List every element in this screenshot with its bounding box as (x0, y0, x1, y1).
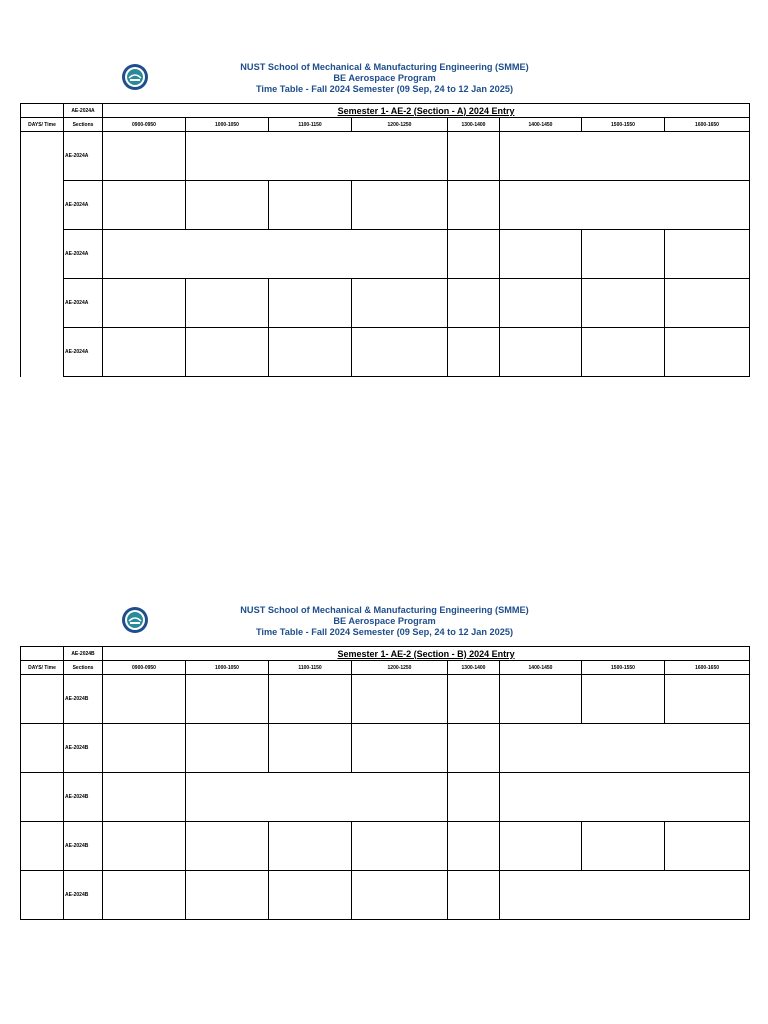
table-row (21, 279, 750, 328)
class-cell (582, 675, 665, 724)
class-cell (186, 132, 448, 181)
class-cell (269, 822, 352, 871)
class-cell (186, 724, 269, 773)
day-cell (21, 724, 64, 773)
class-cell (665, 675, 750, 724)
class-cell (582, 328, 665, 377)
section-code: AE-2024A (64, 104, 103, 118)
class-cell (103, 181, 186, 230)
class-cell (186, 181, 269, 230)
lunch-cell (448, 822, 500, 871)
section-label: AE-2024A (64, 279, 103, 328)
class-cell (186, 822, 269, 871)
class-cell (500, 230, 582, 279)
class-cell (352, 675, 448, 724)
day-cell (21, 773, 64, 822)
class-cell (103, 230, 448, 279)
class-cell (500, 724, 750, 773)
day-cell (21, 822, 64, 871)
time-slot-header: 0900-0950 (103, 118, 186, 132)
class-cell (500, 132, 750, 181)
class-cell (500, 871, 750, 920)
time-slot-header: 1400-1450 (500, 661, 582, 675)
time-slot-header: 1100-1150 (269, 661, 352, 675)
class-cell (103, 675, 186, 724)
table-row (21, 724, 750, 773)
time-slot-header: 1000-1050 (186, 661, 269, 675)
lunch-cell (448, 181, 500, 230)
class-cell (665, 822, 750, 871)
section-label: AE-2024B (64, 773, 103, 822)
class-cell (500, 181, 750, 230)
class-cell (352, 822, 448, 871)
class-cell (269, 724, 352, 773)
institution-title: NUST School of Mechanical & Manufacturing Engineering (SMME) (240, 605, 529, 615)
day-cell (21, 132, 64, 377)
class-cell (186, 328, 269, 377)
class-cell (500, 328, 582, 377)
corner-cell (21, 104, 64, 118)
class-cell (103, 822, 186, 871)
table-row (21, 675, 750, 724)
class-cell (500, 279, 582, 328)
class-cell (665, 328, 750, 377)
class-cell (352, 328, 448, 377)
lunch-cell (448, 773, 500, 822)
program-title: BE Aerospace Program (333, 73, 436, 83)
class-cell (500, 773, 750, 822)
semester-title: Semester 1- AE-2 (Section - B) 2024 Entry (103, 647, 750, 661)
days-header: DAYS/ Time (21, 118, 64, 132)
time-slot-header: 1100-1150 (269, 118, 352, 132)
class-cell (582, 230, 665, 279)
section-label: AE-2024A (64, 328, 103, 377)
lunch-cell (448, 328, 500, 377)
table-row (21, 181, 750, 230)
section-code: AE-2024B (64, 647, 103, 661)
class-cell (103, 132, 186, 181)
class-cell (103, 773, 186, 822)
lunch-cell (448, 279, 500, 328)
class-cell (103, 724, 186, 773)
class-cell (269, 279, 352, 328)
timetable-title: Time Table - Fall 2024 Semester (09 Sep, 24 to 12 Jan 2025) (255, 627, 514, 637)
class-cell (269, 871, 352, 920)
class-cell (500, 822, 582, 871)
timetable-section-a (20, 60, 749, 390)
table-row (21, 132, 750, 181)
class-cell (352, 871, 448, 920)
class-cell (352, 279, 448, 328)
table-row (21, 822, 750, 871)
section-label: AE-2024B (64, 822, 103, 871)
table-row (21, 871, 750, 920)
time-slot-header: 1600-1650 (665, 118, 750, 132)
semester-title: Semester 1- AE-2 (Section - A) 2024 Entry (103, 104, 750, 118)
lunch-cell (448, 675, 500, 724)
class-cell (665, 279, 750, 328)
class-cell (186, 773, 448, 822)
class-cell (352, 724, 448, 773)
class-cell (186, 675, 269, 724)
section-label: AE-2024B (64, 871, 103, 920)
section-label: AE-2024A (64, 132, 103, 181)
class-cell (269, 181, 352, 230)
program-title: BE Aerospace Program (333, 616, 436, 626)
time-slot-header: 1500-1550 (582, 118, 665, 132)
class-cell (582, 822, 665, 871)
class-cell (103, 871, 186, 920)
time-slot-header: 0900-0950 (103, 661, 186, 675)
time-slot-header: 1300-1400 (448, 661, 500, 675)
institution-title: NUST School of Mechanical & Manufacturing Engineering (SMME) (240, 62, 529, 72)
section-label: AE-2024A (64, 181, 103, 230)
time-slot-header: 1200-1250 (352, 661, 448, 675)
lunch-cell (448, 724, 500, 773)
time-slot-header: 1200-1250 (352, 118, 448, 132)
days-header: DAYS/ Time (21, 661, 64, 675)
table-row (21, 773, 750, 822)
time-slot-header: 1600-1650 (665, 661, 750, 675)
class-cell (103, 279, 186, 328)
class-cell (186, 871, 269, 920)
class-cell (352, 181, 448, 230)
timetable-grid (20, 646, 750, 920)
section-label: AE-2024A (64, 230, 103, 279)
class-cell (582, 279, 665, 328)
timetable-grid (20, 103, 750, 377)
corner-cell (21, 647, 64, 661)
class-cell (103, 328, 186, 377)
lunch-cell (448, 871, 500, 920)
day-cell (21, 675, 64, 724)
table-row (21, 230, 750, 279)
time-slot-header: 1500-1550 (582, 661, 665, 675)
class-cell (665, 230, 750, 279)
time-slot-header: 1000-1050 (186, 118, 269, 132)
class-cell (500, 675, 582, 724)
timetable-section-b (20, 603, 749, 933)
sections-header: Sections (64, 661, 103, 675)
table-row (21, 328, 750, 377)
lunch-cell (448, 132, 500, 181)
section-label: AE-2024B (64, 675, 103, 724)
lunch-cell (448, 230, 500, 279)
section-label: AE-2024B (64, 724, 103, 773)
time-slot-header: 1300-1400 (448, 118, 500, 132)
class-cell (269, 675, 352, 724)
day-cell (21, 871, 64, 920)
sections-header: Sections (64, 118, 103, 132)
class-cell (186, 279, 269, 328)
timetable-title: Time Table - Fall 2024 Semester (09 Sep, 24 to 12 Jan 2025) (255, 84, 514, 94)
time-slot-header: 1400-1450 (500, 118, 582, 132)
class-cell (269, 328, 352, 377)
